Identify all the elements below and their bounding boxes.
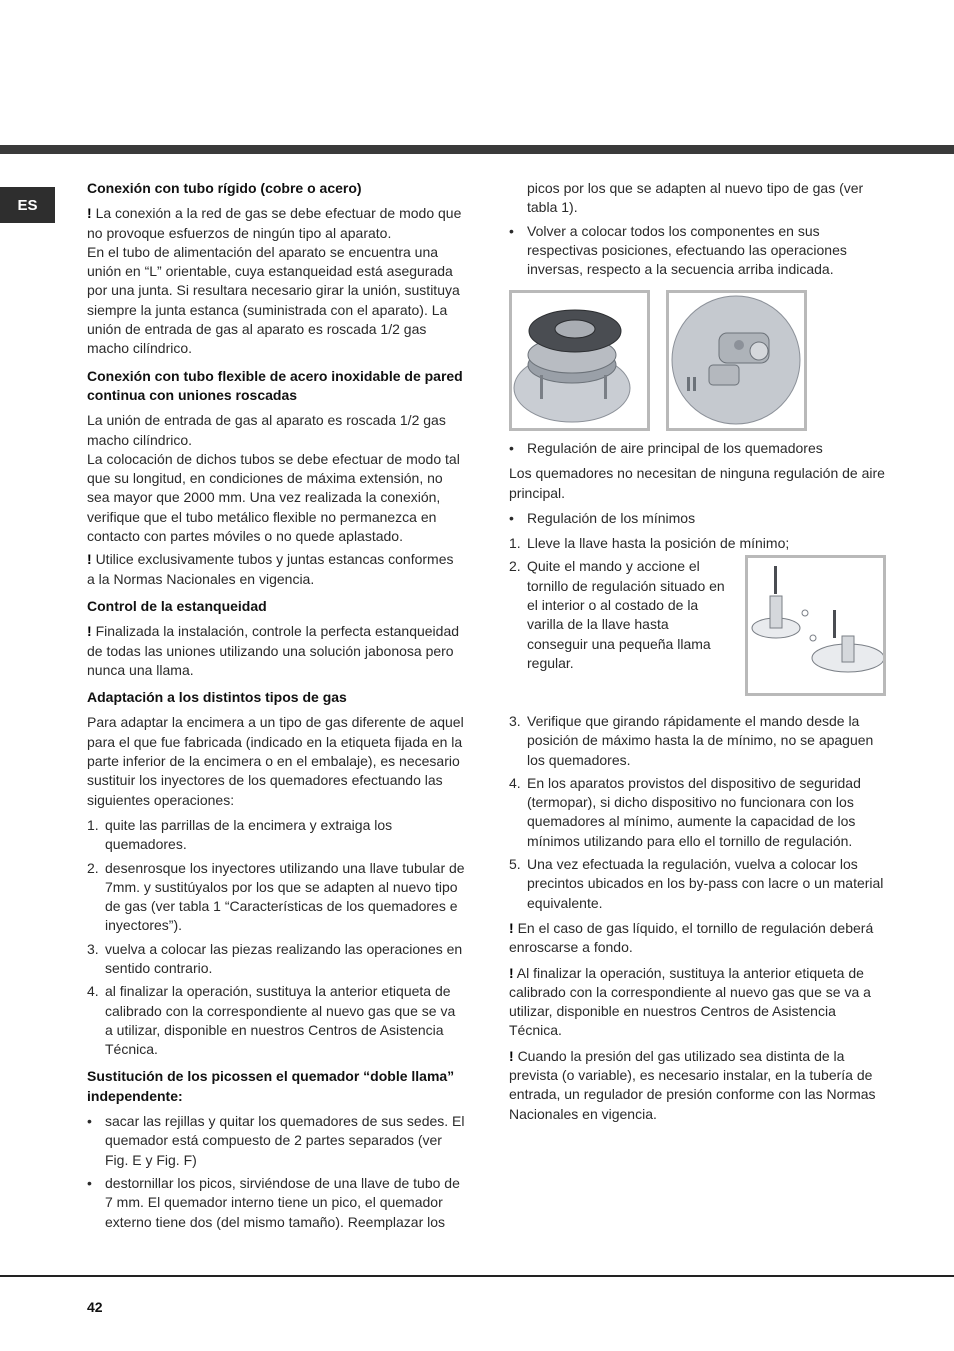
list-item: 1. Lleve la llave hasta la posición de mínimo; [509, 535, 790, 552]
list-item: • Volver a colocar todos los componentes en sus respectivas posiciones, efectuando las operaciones inversas, respecto a la secuencia arriba indicada. [509, 222, 847, 278]
flex-warning [87, 550, 465, 589]
list-item: 5. Una vez efectuada la regulación, vuelva a colocar los precintos ubicados en los by-pass con lacre o un material equivalente. [509, 856, 884, 911]
language-tab: ES [0, 187, 55, 223]
min-steps-list-cont [509, 712, 887, 913]
list-item: 2. desenrosque los inyectores utilizando una llave tubular de 7mm. y sustitúyalos por los que se adapten al nuevo tipo de gas (ver tabla 1 “Características de los quemadores e inyectores”). [87, 859, 465, 934]
warning-label-text: Al finalizar la operación, sustituya la anterior etiqueta de calibrado con la correspondiente al nuevo gas que se va a utilizar, disponible en nuestros Centros de Asistencia Técnica. [509, 964, 871, 1039]
warning-lpg-text: En el caso de gas líquido, el tornillo de regulación deberá enroscarse a fondo. [509, 919, 874, 956]
air-text: Los quemadores no necesitan de ninguna regulación de aire principal. [509, 465, 885, 501]
min-adjust-figure [745, 555, 886, 696]
list-item: 1. quite las parrillas de la encimera y extraiga los quemadores. [87, 816, 393, 853]
adapt-heading: Adaptación a los distintos tipos de gas [87, 689, 347, 706]
air-list [509, 439, 887, 458]
rigid-text-1: La conexión a la red de gas se debe efectuar de modo que no provoque esfuerzos de ningún tipo al aparato. [87, 205, 462, 241]
flex-text-1: La unión de entrada de gas al aparato es roscada 1/2 gas macho cilíndrico. [87, 412, 446, 448]
list-item: • destornillar los picos, sirviéndose de una llave de tubo de 7 mm. El quemador interno tiene un pico, el quemador externo tiene dos (del mismo tamaño). Reemplazar los [87, 1174, 460, 1230]
burner-base-figure [666, 290, 807, 431]
list-item: • Regulación de los mínimos [509, 509, 696, 526]
list-item: • sacar las rejillas y quitar los quemadores de sus sedes. El quemador está compuesto de 2 partes separados (ver Fig. E y Fig. F) [87, 1113, 465, 1168]
warning-icon: ! [87, 551, 92, 568]
left-column [87, 179, 465, 1238]
warning-icon: ! [509, 964, 514, 981]
adapt-steps-list [87, 816, 465, 1060]
list-item: 2. Quite el mando y accione el tornillo de regulación situado en el interior o al costado de la varilla de la llave hasta conseguir una pequeña llama regular. [509, 558, 725, 671]
warning-pressure-text: Cuando la presión del gas utilizado sea distinta de la prevista (o variable), es necesario instalar, en la tubería de entrada, un regulador de presión conforme con las Normas Nacionales en vigencia. [509, 1047, 876, 1122]
continued-text: picos por los que se adapten al nuevo tipo de gas (ver tabla 1). [527, 180, 864, 216]
min-adjust-illustration [748, 558, 883, 693]
adapt-text: Para adaptar la encimera a un tipo de gas diferente de aquel para el que fue fabricada (indicado en la etiqueta fijada en la parte inferior de la encimera o en el embalaje), es necesario sustituir los inyectores de los quemadores efectuando las siguientes operaciones: [87, 714, 464, 808]
leak-heading: Control de la estanqueidad [87, 597, 267, 614]
right-column-top [509, 179, 887, 285]
right-column-bottom [509, 712, 887, 1130]
warning-label [509, 964, 887, 1041]
flex-text-2: La colocación de dichos tubos se debe efectuar de modo tal que su longitud, en condiciones de máxima extensión, no sea mayor que 2000 mm. Una vez realizada la conexión, verifique que el tubo metálico flexible no permanezca en contacto con partes móviles o no quede aplastado. [87, 450, 460, 545]
rigid-heading: Conexión con tubo rígido (cobre o acero) [87, 180, 362, 196]
burner-assembly-illustration [512, 293, 647, 428]
min-list [509, 509, 887, 528]
list-item: 4. al finalizar la operación, sustituya la anterior etiqueta de calibrado con la correspondiente al nuevo gas que se va a utilizar, disponible en nuestros Centros de Asistencia Técnica. [87, 983, 456, 1058]
warning-icon: ! [509, 919, 514, 936]
double-burner-list [87, 1112, 465, 1232]
list-item: • Regulación de aire principal de los quemadores [509, 440, 823, 456]
leak-warning [87, 622, 465, 680]
double-heading: Sustitución de los picossen el quemador “doble llama” independente: [87, 1068, 455, 1104]
warning-lpg [509, 919, 887, 958]
warning-icon: ! [87, 623, 92, 640]
flex-warning-text: Utilice exclusivamente tubos y juntas estancas conformes a la Normas Nacionales en vigencia. [87, 551, 454, 587]
rigid-text-2: En el tubo de alimentación del aparato se encuentra una unión en “L” orientable, cuya estanqueidad está asegurada por una junta. Si resultara necesario girar la unión, sustituya siempre la junta estanca (suministrada con el aparato). La unión de entrada de gas al aparato es roscada 1/2 gas macho cilíndrico. [87, 243, 460, 357]
burner-assembly-figure [509, 290, 650, 431]
warning-icon: ! [509, 1047, 514, 1064]
bottom-rule [0, 1275, 954, 1277]
flex-heading: Conexión con tubo flexible de acero inoxidable de pared continua con uniones roscadas [87, 367, 463, 403]
list-item: 4. En los aparatos provistos del dispositivo de seguridad (termopar), si dicho dispositivo no funcionara con los quemadores al mínimo, aumente la capacidad de los mínimos utilizando para ello el tornillo de regulación. [509, 774, 861, 849]
warning-icon: ! [87, 205, 92, 222]
top-rule [0, 145, 954, 154]
list-item: 3. Verifique que girando rápidamente el mando desde la posición de máximo hasta la de mínimo, no se apaguen los quemadores. [509, 713, 874, 768]
page-number: 42 [87, 1299, 103, 1315]
leak-warning-text: Finalizada la instalación, controle la perfecta estanqueidad de todas las uniones utilizando una solución jabonosa pero nunca una llama. [87, 623, 460, 678]
reassemble-list [509, 222, 887, 280]
warning-pressure [509, 1047, 887, 1124]
rigid-warning [87, 204, 465, 243]
burner-base-illustration [669, 293, 804, 428]
list-item: 3. vuelva a colocar las piezas realizando las operaciones en sentido contrario. [87, 940, 463, 976]
